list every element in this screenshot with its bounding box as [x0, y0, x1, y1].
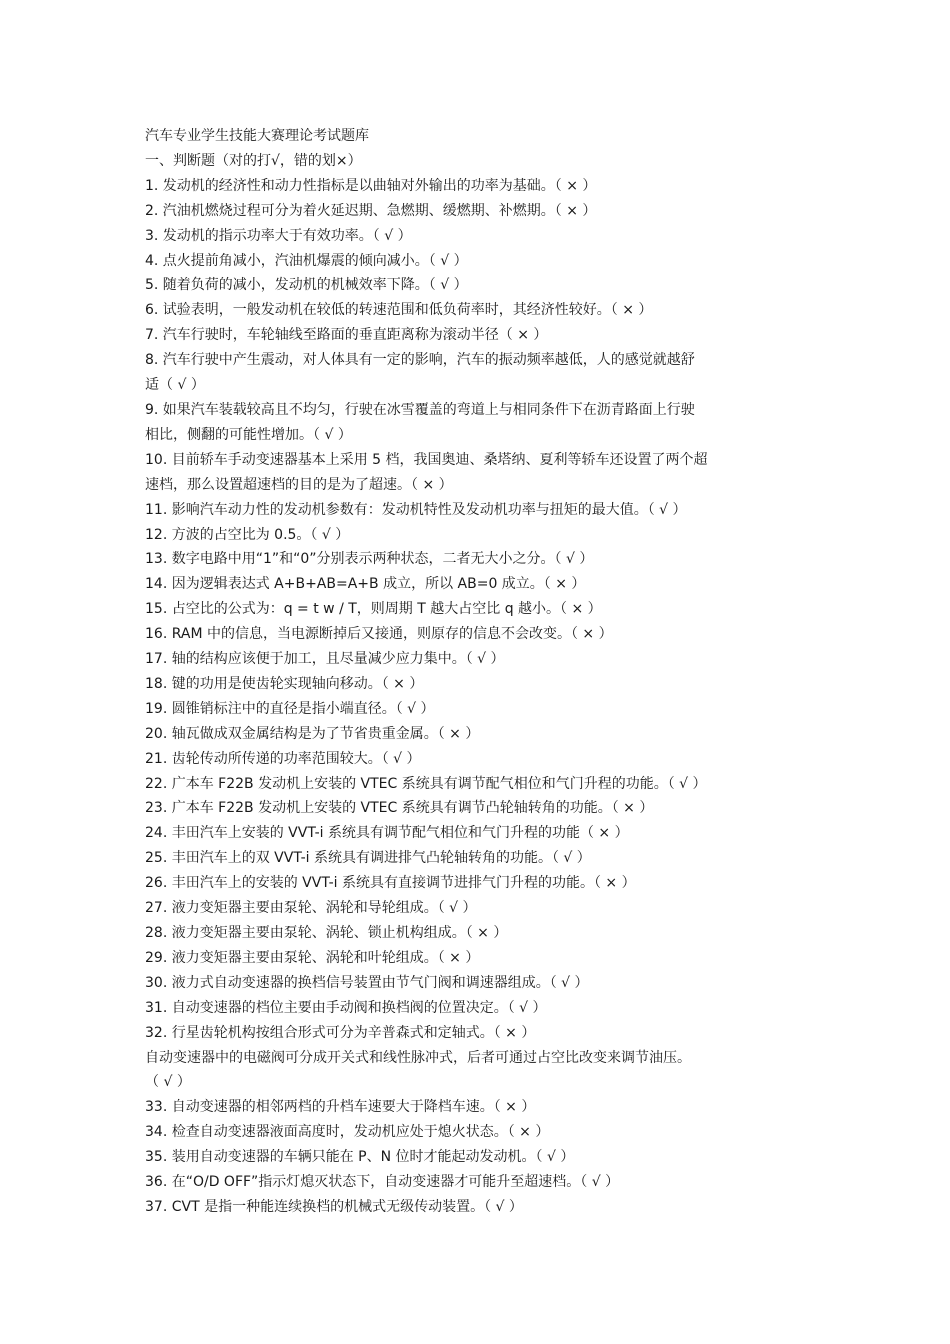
question-line: 30. 液力式自动变速器的换档信号装置由节气门阀和调速器组成。（ √ ）: [145, 974, 589, 991]
question-line: 24. 丰田汽车上安装的 VVT-i 系统具有调节配气相位和气门升程的功能（ × ）: [145, 825, 629, 842]
question-line: 19. 圆锥销标注中的直径是指小端直径。（ √ ）: [145, 700, 435, 717]
question-line: 32. 行星齿轮机构按组合形式可分为辛普森式和定轴式。（ × ）: [145, 1024, 536, 1041]
question-line: 5. 随着负荷的减小，发动机的机械效率下降。（ √ ）: [145, 277, 468, 294]
question-line: 适（ √ ）: [145, 377, 205, 394]
question-line: 20. 轴瓦做成双金属结构是为了节省贵重金属。（ × ）: [145, 725, 480, 742]
question-line: 34. 检查自动变速器液面高度时，发动机应处于熄火状态。（ × ）: [145, 1124, 550, 1141]
question-line: 1. 发动机的经济性和动力性指标是以曲轴对外输出的功率为基础。（ × ）: [145, 177, 597, 194]
question-line: 25. 丰田汽车上的双 VVT-i 系统具有调进排气凸轮轴转角的功能。（ √ ）: [145, 850, 591, 867]
question-line: 29. 液力变矩器主要由泵轮、涡轮和叶轮组成。（ × ）: [145, 949, 480, 966]
question-line: （ √ ）: [145, 1074, 191, 1091]
question-line: 12. 方波的占空比为 0.5。（ √ ）: [145, 526, 350, 543]
question-line: 14. 因为逻辑表达式 A+B+AB=A+B 成立，所以 AB=0 成立。（ × ）: [145, 576, 586, 593]
document-title: 汽车专业学生技能大赛理论考试题库: [145, 128, 369, 144]
question-line: 15. 占空比的公式为：q = t w / T，则周期 T 越大占空比 q 越小。（ × ）: [145, 601, 602, 618]
question-line: 13. 数字电路中用“1”和“0”分别表示两种状态，二者无大小之分。（ √ ）: [145, 551, 594, 568]
question-line: 16. RAM 中的信息，当电源断掉后又接通，则原存的信息不会改变。（ × ）: [145, 626, 613, 643]
section-heading: 一、判断题（对的打√，错的划×）: [145, 152, 362, 169]
question-line: 23. 广本车 F22B 发动机上安装的 VTEC 系统具有调节凸轮轴转角的功能。（ × ）: [145, 800, 654, 817]
question-line: 6. 试验表明，一般发动机在较低的转速范围和低负荷率时，其经济性较好。（ × ）: [145, 302, 653, 319]
question-line: 36. 在“O/D OFF”指示灯熄灭状态下，自动变速器才可能升至超速档。（ √ ）: [145, 1174, 620, 1191]
question-line: 10. 目前轿车手动变速器基本上采用 5 档，我国奥迪、桑塔纳、夏利等轿车还设置了两个超: [145, 451, 708, 468]
question-list: [145, 174, 820, 1220]
question-line: 3. 发动机的指示功率大于有效功率。（ √ ）: [145, 227, 412, 244]
question-line: 9. 如果汽车装载较高且不均匀，行驶在冰雪覆盖的弯道上与相同条件下在沥青路面上行驶: [145, 401, 695, 418]
question-line: 35. 装用自动变速器的车辆只能在 P、N 位时才能起动发动机。（ √ ）: [145, 1149, 575, 1166]
question-line: 8. 汽车行驶中产生震动，对人体具有一定的影响，汽车的振动频率越低，人的感觉就越舒: [145, 352, 695, 369]
question-line: 17. 轴的结构应该便于加工，且尽量减少应力集中。（ √ ）: [145, 651, 505, 668]
question-line: 33. 自动变速器的相邻两档的升档车速要大于降档车速。（ × ）: [145, 1099, 536, 1116]
question-line: 4. 点火提前角减小，汽油机爆震的倾向减小。（ √ ）: [145, 252, 468, 269]
question-line: 2. 汽油机燃烧过程可分为着火延迟期、急燃期、缓燃期、补燃期。（ × ）: [145, 202, 597, 219]
question-line: 7. 汽车行驶时，车轮轴线至路面的垂直距离称为滚动半径（ × ）: [145, 327, 548, 344]
question-line: 11. 影响汽车动力性的发动机参数有：发动机特性及发动机功率与扭矩的最大值。（ √ ）: [145, 501, 687, 518]
question-line: 31. 自动变速器的档位主要由手动阀和换档阀的位置决定。（ √ ）: [145, 999, 547, 1016]
question-line: 26. 丰田汽车上的安装的 VVT-i 系统具有直接调节进排气门升程的功能。（ × ）: [145, 875, 636, 892]
question-line: 相比，侧翻的可能性增加。（ √ ）: [145, 426, 352, 443]
question-line: 22. 广本车 F22B 发动机上安装的 VTEC 系统具有调节配气相位和气门升程的功能。（ √ ）: [145, 775, 707, 792]
question-line: 28. 液力变矩器主要由泵轮、涡轮、锁止机构组成。（ × ）: [145, 925, 508, 941]
question-line: 18. 键的功用是使齿轮实现轴向移动。（ × ）: [145, 675, 424, 692]
question-line: 速档，那么设置超速档的目的是为了超速。（ × ）: [145, 476, 453, 493]
question-line: 21. 齿轮传动所传递的功率范围较大。（ √ ）: [145, 750, 421, 767]
question-line: 自动变速器中的电磁阀可分成开关式和线性脉冲式，后者可通过占空比改变来调节油压。: [145, 1049, 691, 1066]
question-line: 27. 液力变矩器主要由泵轮、涡轮和导轮组成。（ √ ）: [145, 900, 477, 917]
question-line: 37. CVT 是指一种能连续换档的机械式无级传动装置。（ √ ）: [145, 1198, 523, 1215]
